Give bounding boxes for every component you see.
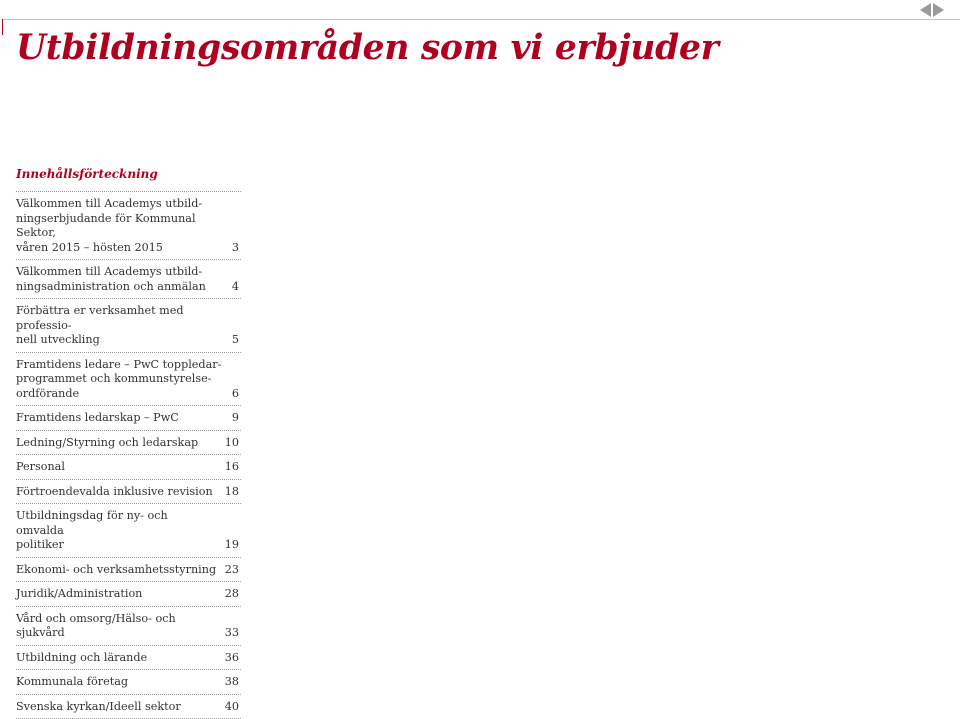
toc-entry-page: 5 (232, 333, 241, 348)
toc-entry-page: 40 (225, 700, 241, 715)
toc-entry-page: 3 (232, 241, 241, 256)
toc-entry-label: Välkommen till Academys utbild- ningsadministration och anmälan (16, 265, 212, 294)
page-navigation (920, 3, 944, 17)
toc-entry-page: 36 (225, 651, 241, 666)
toc-entry-page: 6 (232, 387, 241, 402)
toc-entry-page: 28 (225, 587, 241, 602)
toc-entry-page: 16 (225, 460, 241, 475)
toc-entry-label: Framtidens ledare – PwC toppledar- programmet och kommunstyrelse- ordförande (16, 358, 227, 402)
toc-entry[interactable] (16, 299, 241, 353)
toc-entry[interactable] (16, 260, 241, 299)
toc-entry-page: 19 (225, 538, 241, 553)
toc-entry-label: Välkommen till Academys utbild- ningserbjudande för Kommunal Sektor, våren 2015 – hösten 2015 (16, 197, 232, 255)
toc-list (16, 191, 241, 719)
toc-heading: Innehållsförteckning (16, 166, 241, 191)
top-rule (2, 19, 960, 20)
toc-entry[interactable] (16, 695, 241, 719)
table-of-contents (16, 166, 241, 719)
toc-entry-page: 38 (225, 675, 241, 690)
toc-entry-page: 18 (225, 485, 241, 500)
toc-entry-page: 4 (232, 280, 241, 295)
toc-entry[interactable] (16, 558, 241, 583)
toc-entry-page: 23 (225, 563, 241, 578)
toc-entry-label: Framtidens ledarskap – PwC (16, 411, 185, 426)
toc-entry[interactable] (16, 406, 241, 431)
toc-entry[interactable] (16, 582, 241, 607)
left-accent-bar (2, 19, 3, 35)
prev-arrow-icon[interactable] (920, 3, 931, 17)
toc-entry-page: 10 (225, 436, 241, 451)
toc-entry[interactable] (16, 646, 241, 671)
toc-entry[interactable] (16, 353, 241, 407)
toc-entry-label: Svenska kyrkan/Ideell sektor (16, 700, 187, 715)
toc-entry-label: Förtroendevalda inklusive revision (16, 485, 219, 500)
toc-entry-label: Förbättra er verksamhet med professio- nell utveckling (16, 304, 232, 348)
toc-entry-label: Kommunala företag (16, 675, 134, 690)
toc-entry-page: 9 (232, 411, 241, 426)
toc-entry-label: Juridik/Administration (16, 587, 148, 602)
toc-entry[interactable] (16, 504, 241, 558)
toc-entry-label: Personal (16, 460, 71, 475)
toc-entry[interactable] (16, 431, 241, 456)
toc-entry-label: Vård och omsorg/Hälso- och sjukvård (16, 612, 182, 641)
page-title: Utbildningsområden som vi erbjuder (16, 28, 719, 68)
toc-entry-label: Ekonomi- och verksamhetsstyrning (16, 563, 222, 578)
toc-entry-page: 33 (225, 626, 241, 641)
toc-entry-label: Utbildningsdag för ny- och omvalda politiker (16, 509, 225, 553)
toc-entry[interactable] (16, 480, 241, 505)
toc-entry[interactable] (16, 607, 241, 646)
next-arrow-icon[interactable] (933, 3, 944, 17)
toc-entry-label: Utbildning och lärande (16, 651, 153, 666)
toc-entry-label: Ledning/Styrning och ledarskap (16, 436, 204, 451)
toc-entry[interactable] (16, 192, 241, 260)
toc-entry[interactable] (16, 670, 241, 695)
toc-entry[interactable] (16, 455, 241, 480)
